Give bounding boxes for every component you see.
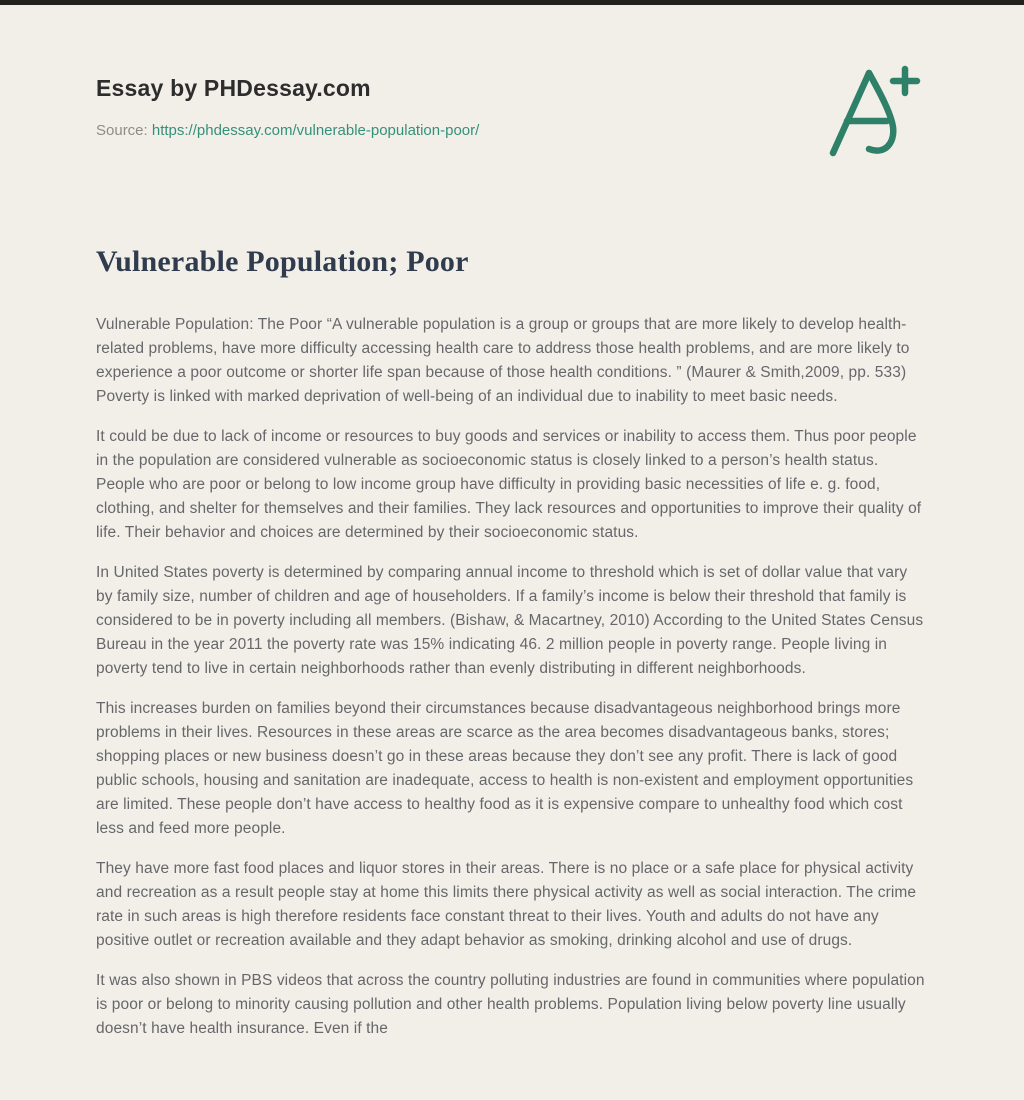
source-label: Source: <box>96 122 148 139</box>
essay-paragraph-3: In United States poverty is determined by comparing annual income to threshold which is set of dollar value that vary by family size, number of children and age of householders. If a family’s income is below their threshold that family is considered to be in poverty including all members. (Bishaw, & Macartney, 2010) According to the United States Census Bureau in the year 2011 the poverty rate was 15% indicating 46. 2 million people in poverty range. People living in poverty tend to live in certain neighborhoods rather than evenly distributing in different neighborhoods. <box>96 564 924 677</box>
header-text-block <box>96 75 479 139</box>
essay-paragraph-2: It could be due to lack of income or resources to buy goods and services or inability to access them. Thus poor people in the population are considered vulnerable as socioeconomic status is closely linked to a person’s health status. People who are poor or belong to low income group have difficulty in providing basic necessities of life e. g. food, clothing, and shelter for themselves and their families. They lack resources and opportunities to improve their quality of life. Their behavior and choices are determined by their socioeconomic status. <box>96 428 922 541</box>
content-area <box>96 5 928 1041</box>
site-heading: Essay by PHDessay.com <box>96 75 371 101</box>
essay-paragraph-5: They have more fast food places and liquor stores in their areas. There is no place or a safe place for physical activity and recreation as a result people stay at home this limits there physical activity as well as social interaction. The crime rate in such areas is high therefore residents face constant threat to their lives. Youth and adults do not have any positive outlet or recreation available and they adapt behavior as smoking, drinking alcohol and use of drugs. <box>96 860 917 949</box>
essay-paragraph-4: This increases burden on families beyond their circumstances because disadvantageous neighborhood brings more problems in their lives. Resources in these areas are scarce as the area becomes disadvantageous banks, stores; shopping places or new business doesn’t go in these areas because they don’t see any profit. There is lack of good public schools, housing and sanitation are inadequate, access to health is non-existent and employment opportunities are limited. These people don’t have access to healthy food as it is expensive compare to unhealthy food which cost less and feed more people. <box>96 700 914 837</box>
essay-body <box>96 313 928 1041</box>
essay-title: Vulnerable Population; Poor <box>96 245 469 278</box>
source-link[interactable]: https://phdessay.com/vulnerable-population-poor/ <box>151 122 480 139</box>
essay-paragraph-1: Vulnerable Population: The Poor “A vulnerable population is a group or groups that are more likely to develop health- related problems, have more difficulty accessing health care to address those health problems, and are more likely to experience a poor outcome or shorter life span because of those health conditions. ” (Maurer & Smith,2009, pp. 533) Poverty is linked with marked deprivation of well-being of an individual due to inability to meet basic needs. <box>96 316 910 405</box>
essay-paragraph-6: It was also shown in PBS videos that across the country polluting industries are found in communities where population is poor or belong to minority causing pollution and other health problems. Population living below poverty line usually doesn’t have health insurance. Even if the <box>96 972 925 1037</box>
phdessay-logo-icon <box>816 63 928 159</box>
source-line <box>96 122 479 139</box>
page-header <box>96 75 928 159</box>
